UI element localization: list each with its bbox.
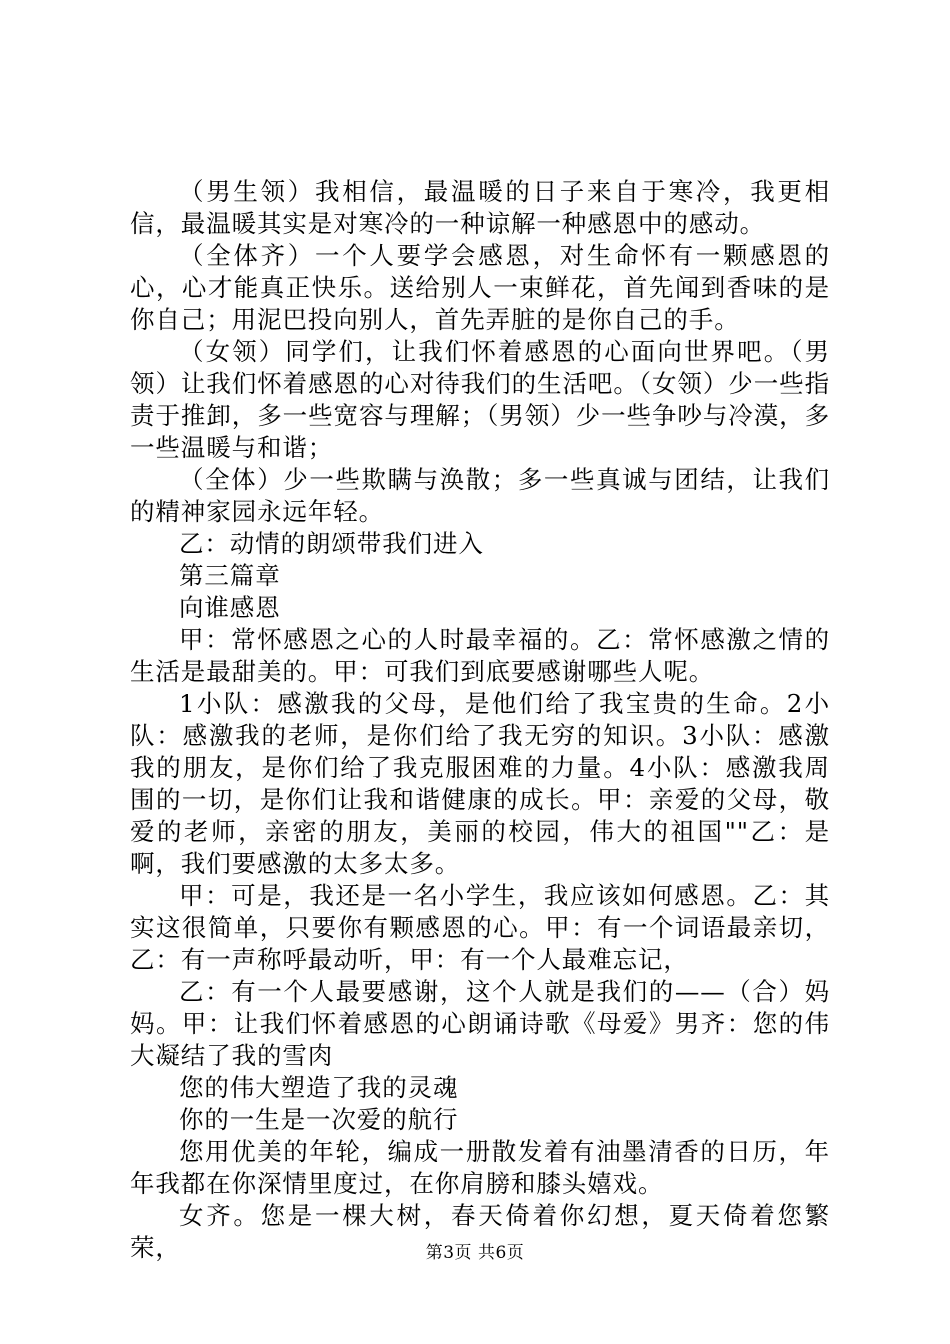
- paragraph: 女齐。您是一棵大树，春天倚着你幻想，夏天倚着您繁荣，: [130, 1201, 830, 1262]
- paragraph: 甲：可是，我还是一名小学生，我应该如何感恩。乙：其实这很简单，只要你有颗感恩的心。甲：有一个词语最亲切，乙：有一声称呼最动听，甲：有一个人最难忘记，: [130, 881, 830, 974]
- page-number-footer: 第3页 共6页: [425, 1243, 525, 1263]
- paragraph: （全体）少一些欺瞒与涣散；多一些真诚与团结，让我们的精神家园永远年轻。: [130, 465, 830, 526]
- paragraph: 您用优美的年轮，编成一册散发着有油墨清香的日历，年年我都在你深情里度过，在你肩膀和膝头嬉戏。: [130, 1137, 830, 1198]
- paragraph: 甲：常怀感恩之心的人时最幸福的。乙：常怀感激之情的生活是最甜美的。甲：可我们到底要感谢哪些人呢。: [130, 625, 830, 686]
- paragraph: 1小队：感激我的父母，是他们给了我宝贵的生命。2小队：感激我的老师，是你们给了我无穷的知识。3小队：感激我的朋友，是你们给了我克服困难的力量。4小队：感激我周围的一切，是你们让我和谐健康的成长。甲：亲爱的父母，敬爱的老师，亲密的朋友，美丽的校园，伟大的祖国""乙：是啊，我们要感激的太多太多。: [130, 689, 830, 878]
- paragraph: （男生领）我相信，最温暖的日子来自于寒冷，我更相信，最温暖其实是对寒冷的一种谅解一种感恩中的感动。: [130, 177, 830, 238]
- section-subheading: 向谁感恩: [179, 593, 281, 622]
- poem-line: 你的一生是一次爱的航行: [179, 1105, 459, 1134]
- paragraph: 乙：动情的朗颂带我们进入: [179, 529, 484, 558]
- document-body: [130, 176, 830, 1264]
- paragraph: 乙：有一个人最要感谢，这个人就是我们的——（合）妈妈。甲：让我们怀着感恩的心朗诵诗歌《母爱》男齐：您的伟大凝结了我的雪肉: [130, 977, 830, 1070]
- paragraph: （女领）同学们，让我们怀着感恩的心面向世界吧。（男领）让我们怀着感恩的心对待我们的生活吧。（女领）少一些指责于推卸，多一些宽容与理解；（男领）少一些争吵与冷漠，多一些温暖与和谐；: [130, 337, 830, 462]
- paragraph: （全体齐）一个人要学会感恩，对生命怀有一颗感恩的心，心才能真正快乐。送给别人一束鲜花，首先闻到香味的是你自己；用泥巴投向别人，首先弄脏的是你自己的手。: [130, 241, 830, 334]
- poem-line: 您的伟大塑造了我的灵魂: [179, 1073, 459, 1102]
- section-heading: 第三篇章: [179, 561, 281, 590]
